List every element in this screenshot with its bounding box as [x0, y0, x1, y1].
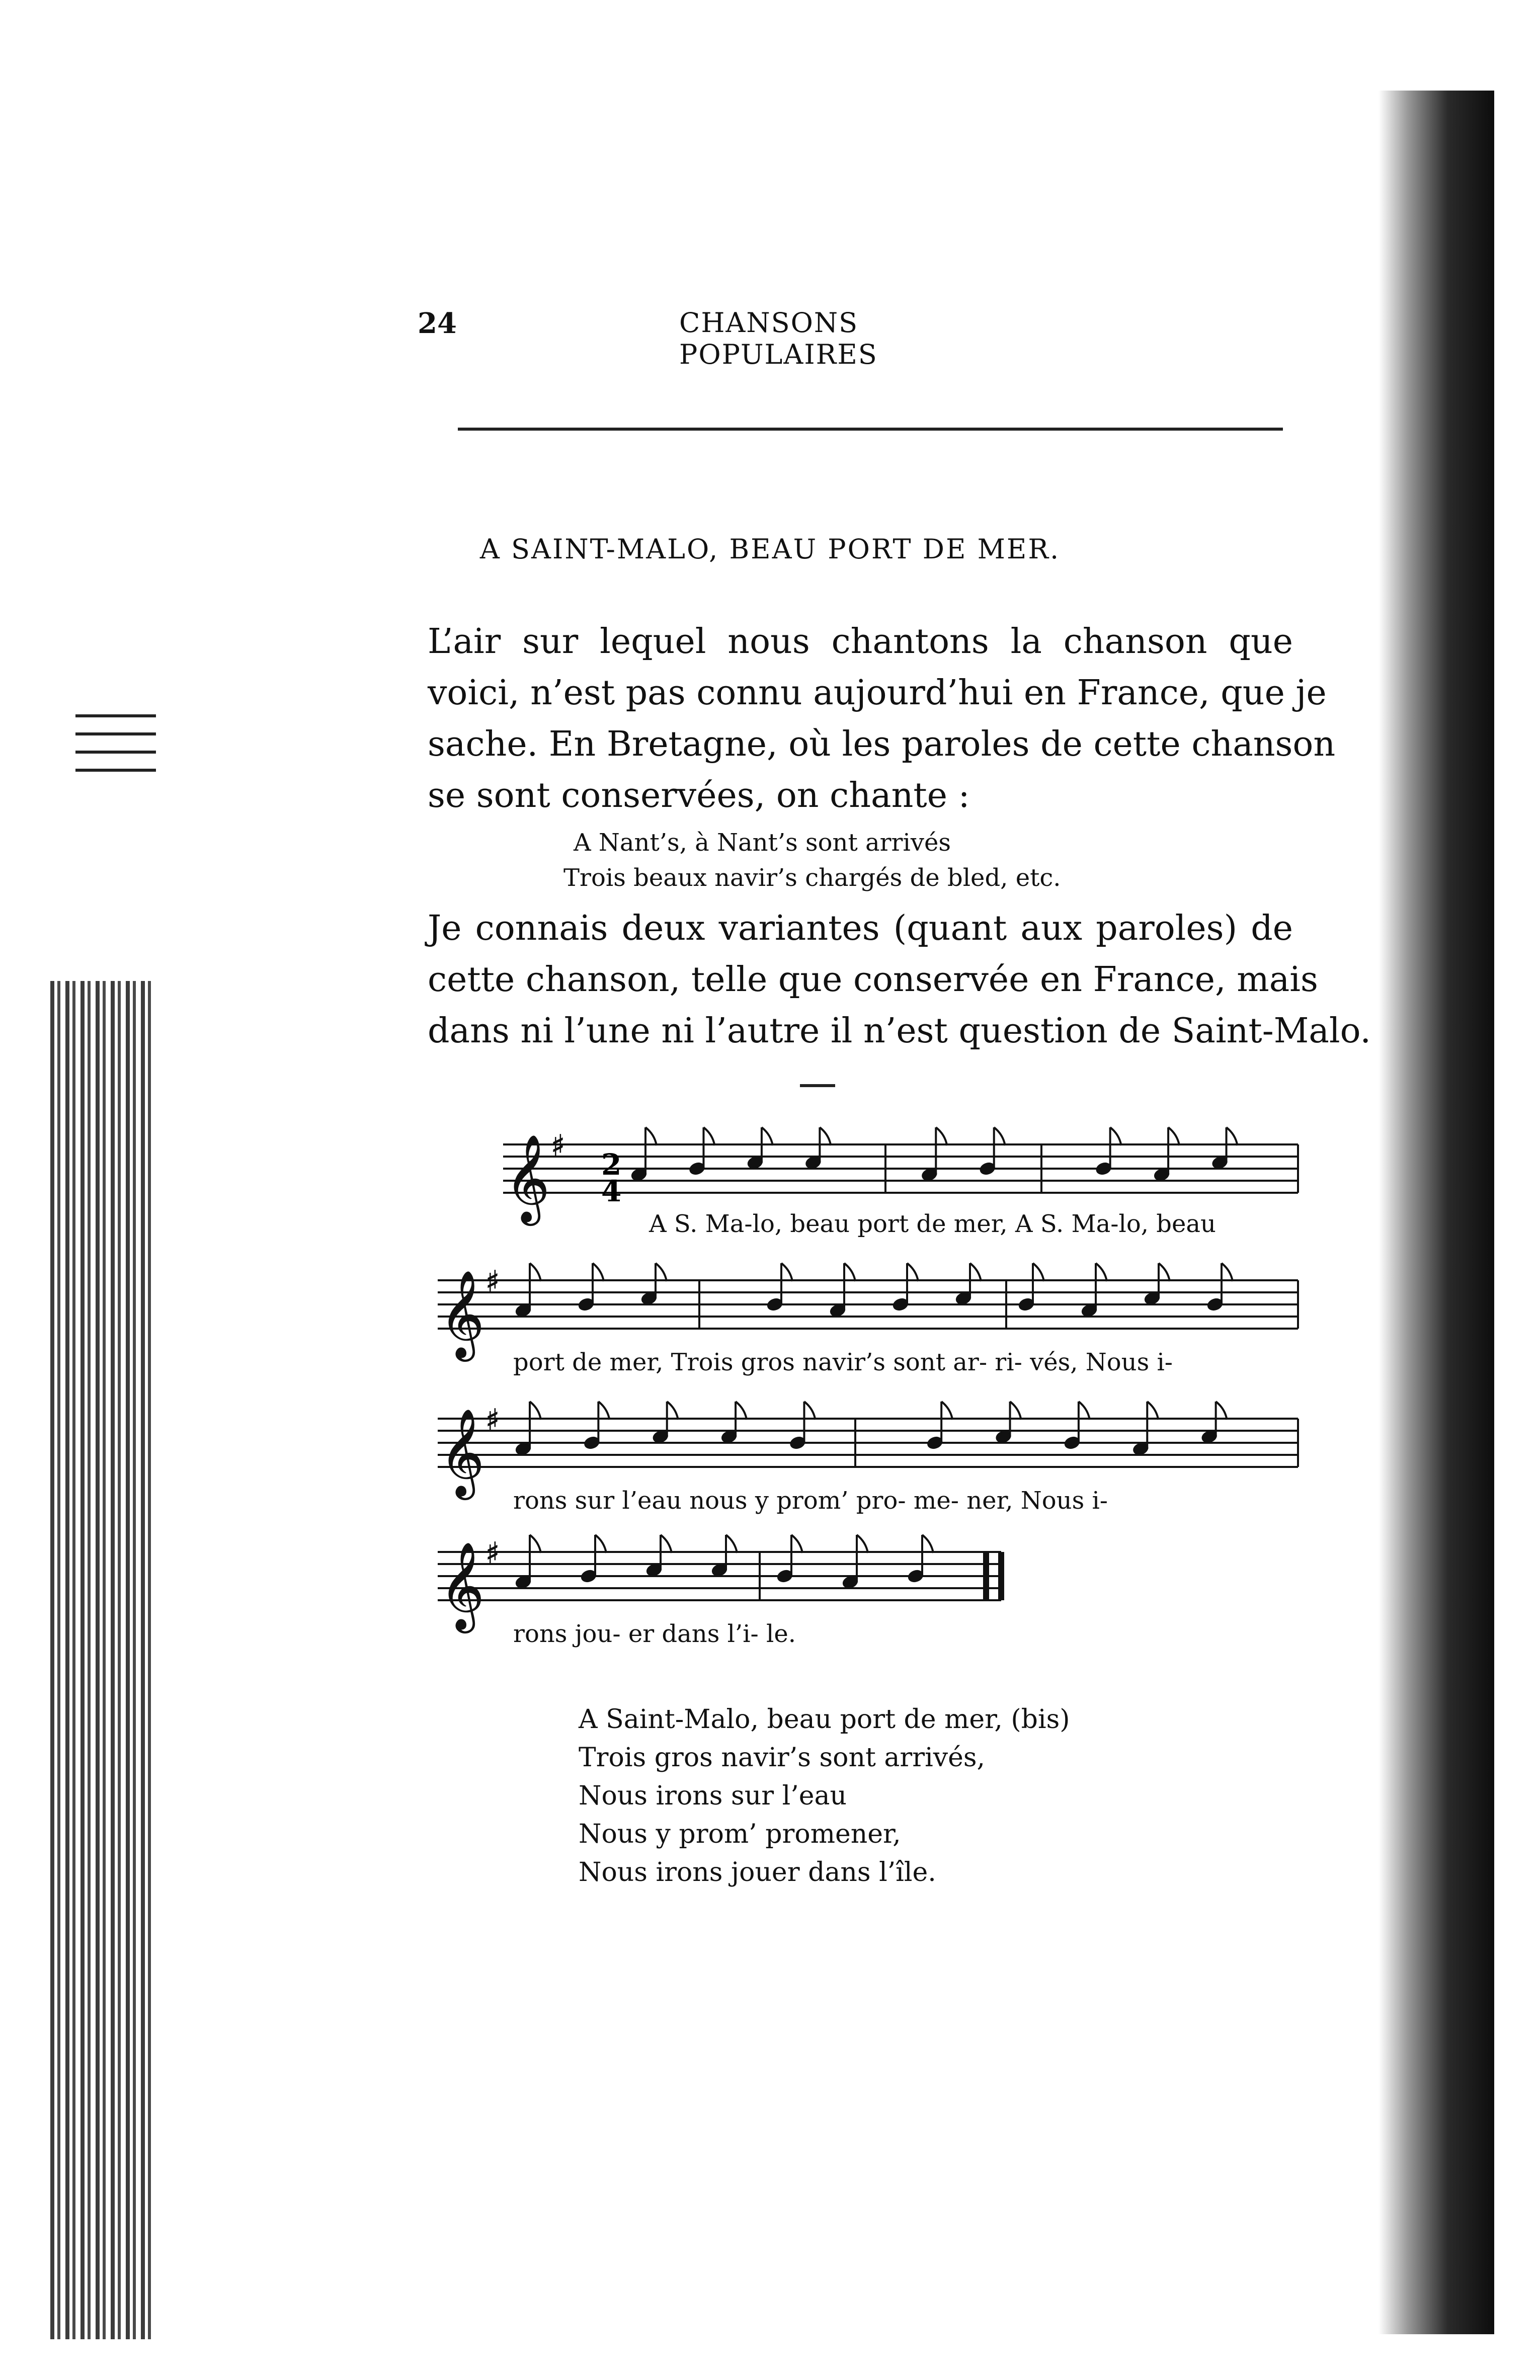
note-flag [530, 1402, 541, 1420]
time-signature-denominator: 4 [601, 1174, 622, 1208]
note-flag [598, 1402, 609, 1420]
lyric-line-1: A S. Ma-lo, beau port de mer, A S. Ma-lo, beau [649, 1210, 1216, 1238]
treble-clef-icon: 𝄞 [440, 1270, 484, 1358]
key-sharp-icon: ♯ [485, 1403, 500, 1437]
treble-clef-icon: 𝄞 [440, 1409, 484, 1496]
note-flag [1216, 1402, 1227, 1420]
lyric-line-2: port de mer, Trois gros navir’s sont ar- ri- vés, Nous i- [513, 1348, 1173, 1376]
final-verse-line-3: Nous irons sur l’eau [579, 1781, 847, 1811]
key-sharp-icon: ♯ [485, 1536, 500, 1570]
final-verse-line-1: A Saint-Malo, beau port de mer, (bis) [579, 1704, 1070, 1735]
note-flag [1096, 1263, 1107, 1281]
page-number: 24 [418, 307, 457, 340]
second-line-1: Je connais deux variantes (quant aux paroles) de [428, 909, 1293, 948]
note-flag [857, 1535, 868, 1553]
staff-system [438, 1419, 1298, 1467]
key-sharp-icon: ♯ [551, 1128, 565, 1163]
note-flag [645, 1127, 657, 1145]
running-title: CHANSONS POPULAIRES [679, 307, 878, 370]
breton-verse-line-1: A Nant’s, à Nant’s sont arrivés [574, 829, 951, 857]
final-verse-line-5: Nous irons jouer dans l’île. [579, 1857, 936, 1887]
note-flag [1168, 1127, 1179, 1145]
note-flag [941, 1402, 952, 1420]
final-verse [579, 1700, 1070, 1892]
note-flag [970, 1263, 981, 1281]
song-title: A SAINT-MALO, BEAU PORT DE MER. [479, 533, 1061, 565]
treble-clef-icon: 𝄞 [505, 1134, 550, 1222]
final-verse-line-2: Trois gros navir’s sont arrivés, [579, 1743, 986, 1773]
note-flag [820, 1127, 831, 1145]
intro-line-4: se sont conservées, on chante : [428, 776, 970, 815]
note-flag [595, 1535, 606, 1553]
time-signature-numerator: 2 [601, 1147, 622, 1182]
note-flag [656, 1263, 667, 1281]
note-flag [804, 1402, 815, 1420]
staff-system [503, 1144, 1298, 1193]
key-sharp-icon: ♯ [485, 1264, 500, 1298]
note-flag [661, 1535, 672, 1553]
note-flag [1147, 1402, 1158, 1420]
note-flag [781, 1263, 792, 1281]
note-flag [1010, 1402, 1021, 1420]
note-flag [922, 1535, 933, 1553]
note-flag [907, 1263, 918, 1281]
note-flag [1033, 1263, 1044, 1281]
note-flag [844, 1263, 855, 1281]
note-flag [762, 1127, 773, 1145]
treble-clef-icon: 𝄞 [440, 1542, 484, 1629]
note-flag [1110, 1127, 1121, 1145]
note-flag [1227, 1127, 1238, 1145]
lyric-line-4: rons jou- er dans l’i- le. [513, 1620, 796, 1648]
breton-verse-line-2: Trois beaux navir’s chargés de bled, etc. [563, 864, 1061, 892]
note-flag [936, 1127, 947, 1145]
note-flag [667, 1402, 678, 1420]
intro-line-2: voici, n’est pas connu aujourd’hui en France, que je [428, 673, 1327, 713]
note-flag [994, 1127, 1005, 1145]
intro-line-3: sache. En Bretagne, où les paroles de cette chanson [428, 724, 1336, 764]
lyric-line-3: rons sur l’eau nous y prom’ pro- me- ner, Nous i- [513, 1487, 1108, 1515]
note-flag [703, 1127, 714, 1145]
note-flag [726, 1535, 737, 1553]
note-flag [1222, 1263, 1233, 1281]
second-line-2: cette chanson, telle que conservée en France, mais [428, 960, 1318, 1000]
intro-line-1: L’air sur lequel nous chantons la chanson que [428, 622, 1293, 662]
staff-system [438, 1280, 1298, 1329]
note-flag [791, 1535, 802, 1553]
note-flag [1079, 1402, 1090, 1420]
note-flag [530, 1263, 541, 1281]
note-flag [1159, 1263, 1170, 1281]
note-flag [593, 1263, 604, 1281]
final-verse-line-4: Nous y prom’ promener, [579, 1819, 901, 1849]
second-line-3: dans ni l’une ni l’autre il n’est question de Saint-Malo. [428, 1011, 1371, 1051]
note-flag [530, 1535, 541, 1553]
note-flag [736, 1402, 747, 1420]
